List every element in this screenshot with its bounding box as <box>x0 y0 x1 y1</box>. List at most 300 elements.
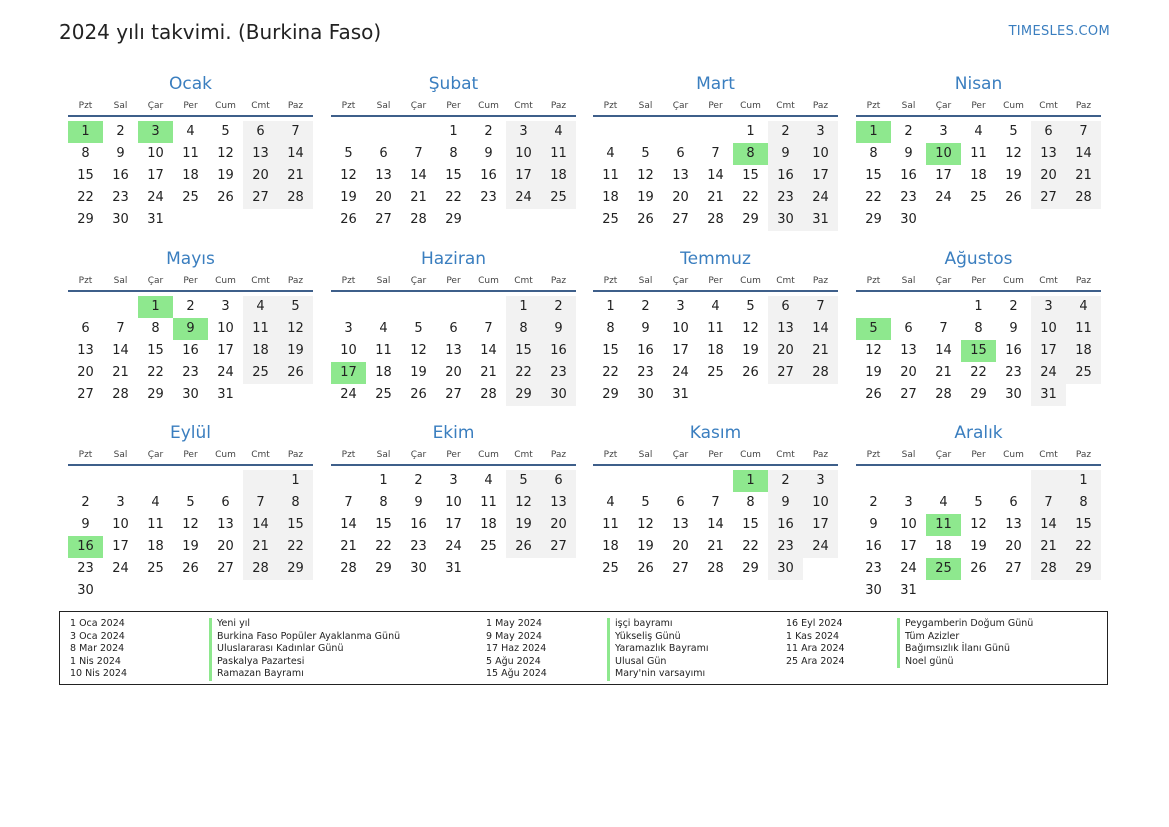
day-cell: 9 <box>904 146 913 161</box>
weekday-label: Cmt <box>776 450 795 460</box>
day-cell: 28 <box>1066 187 1101 209</box>
day-cell: 12 <box>865 343 882 358</box>
day-cell: 23 <box>480 190 497 205</box>
day-grid <box>856 121 1101 231</box>
day-cell: 4 <box>711 299 720 314</box>
legend-row <box>70 643 400 656</box>
weekday-header <box>331 274 576 292</box>
day-cell: 18 <box>480 517 497 532</box>
holiday-date: 11 Ara 2024 <box>786 643 845 654</box>
day-cell: 4 <box>939 495 948 510</box>
day-cell: 2 <box>541 296 576 318</box>
day-cell: 7 <box>711 146 720 161</box>
day-cell: 6 <box>379 146 388 161</box>
day-cell: 27 <box>77 387 94 402</box>
empty-cell <box>663 470 698 492</box>
day-cell: 3 <box>449 473 458 488</box>
day-cell: 14 <box>1031 514 1066 536</box>
day-cell: 26 <box>217 190 234 205</box>
day-cell: 10 <box>803 143 838 165</box>
empty-cell <box>628 121 663 143</box>
day-cell: 13 <box>445 343 462 358</box>
day-cell: 28 <box>278 187 313 209</box>
weekday-label: Per <box>183 450 198 460</box>
holiday-date: 9 May 2024 <box>486 630 542 642</box>
empty-cell <box>593 121 628 143</box>
day-cell: 16 <box>865 539 882 554</box>
holiday-name: Yeni yıl <box>209 618 250 631</box>
day-cell: 24 <box>900 561 917 576</box>
legend-row <box>70 668 400 681</box>
day-cell: 14 <box>112 343 129 358</box>
weekday-label: Cmt <box>1039 450 1058 460</box>
day-cell: 17 <box>112 539 129 554</box>
empty-cell <box>926 470 961 492</box>
day-cell: 7 <box>803 296 838 318</box>
weekday-label: Çar <box>935 450 952 460</box>
day-cell: 14 <box>340 517 357 532</box>
month-11 <box>593 422 838 580</box>
day-cell: 10 <box>672 321 689 336</box>
day-cell: 12 <box>1005 146 1022 161</box>
day-cell: 21 <box>112 365 129 380</box>
day-cell: 2 <box>768 470 803 492</box>
day-cell: 24 <box>506 187 541 209</box>
day-cell: 1 <box>506 296 541 318</box>
day-cell: 23 <box>900 190 917 205</box>
weekday-header <box>593 274 838 292</box>
day-cell: 13 <box>77 343 94 358</box>
day-cell: 16 <box>1005 343 1022 358</box>
day-cell: 19 <box>1005 168 1022 183</box>
day-cell: 29 <box>742 561 759 576</box>
weekday-label: Cum <box>1003 101 1024 111</box>
holiday-day: 1 <box>733 470 768 492</box>
day-cell: 19 <box>742 343 759 358</box>
weekday-label: Çar <box>672 450 689 460</box>
weekday-header <box>593 448 838 466</box>
day-cell: 18 <box>602 190 619 205</box>
day-cell: 11 <box>375 343 392 358</box>
empty-cell <box>628 470 663 492</box>
day-cell: 25 <box>375 387 392 402</box>
day-cell: 14 <box>243 514 278 536</box>
day-cell: 25 <box>147 561 164 576</box>
legend-row <box>486 643 709 656</box>
day-cell: 11 <box>970 146 987 161</box>
day-cell: 17 <box>217 343 234 358</box>
day-cell: 24 <box>1031 362 1066 384</box>
day-cell: 15 <box>278 514 313 536</box>
day-cell: 5 <box>974 495 983 510</box>
day-cell: 21 <box>707 190 724 205</box>
day-cell: 3 <box>344 321 353 336</box>
weekday-label: Paz <box>812 101 829 111</box>
day-cell: 9 <box>768 143 803 165</box>
day-cell: 14 <box>480 343 497 358</box>
weekday-header <box>68 448 313 466</box>
weekday-label: Sal <box>113 450 128 460</box>
day-cell: 12 <box>340 168 357 183</box>
day-cell: 21 <box>480 365 497 380</box>
day-cell: 20 <box>672 539 689 554</box>
weekday-label: Çar <box>410 276 427 286</box>
weekday-label: Cum <box>478 450 499 460</box>
weekday-label: Paz <box>550 450 567 460</box>
weekday-label: Pzt <box>78 450 93 460</box>
day-cell: 11 <box>541 143 576 165</box>
day-cell: 30 <box>112 212 129 227</box>
weekday-label: Per <box>183 276 198 286</box>
day-cell: 7 <box>344 495 353 510</box>
month-6 <box>331 248 576 406</box>
empty-cell <box>68 296 103 318</box>
day-cell: 4 <box>151 495 160 510</box>
day-cell: 23 <box>768 187 803 209</box>
weekday-label: Pzt <box>341 450 356 460</box>
weekday-label: Cum <box>1003 276 1024 286</box>
day-cell: 9 <box>641 321 650 336</box>
day-cell: 24 <box>340 387 357 402</box>
day-cell: 14 <box>410 168 427 183</box>
day-cell: 12 <box>637 168 654 183</box>
holiday-name: Peygamberin Doğum Günü <box>897 618 1033 631</box>
day-cell: 8 <box>1066 492 1101 514</box>
day-cell: 3 <box>939 124 948 139</box>
day-cell: 5 <box>506 470 541 492</box>
day-cell: 22 <box>77 190 94 205</box>
day-grid <box>593 121 838 231</box>
day-cell: 9 <box>81 517 90 532</box>
month-name: Eylül <box>169 423 212 443</box>
empty-cell <box>891 296 926 318</box>
weekday-label: Pzt <box>603 101 618 111</box>
day-cell: 13 <box>672 517 689 532</box>
day-grid <box>856 296 1101 406</box>
day-cell: 10 <box>506 143 541 165</box>
month-10 <box>331 422 576 580</box>
month-9 <box>68 422 313 602</box>
month-1 <box>68 73 313 231</box>
day-cell: 9 <box>768 492 803 514</box>
day-cell: 3 <box>676 299 685 314</box>
day-cell: 1 <box>974 299 983 314</box>
day-cell: 21 <box>1031 536 1066 558</box>
weekday-label: Çar <box>410 450 427 460</box>
day-cell: 16 <box>900 168 917 183</box>
weekday-label: Sal <box>113 276 128 286</box>
day-cell: 5 <box>344 146 353 161</box>
day-cell: 11 <box>602 168 619 183</box>
month-8 <box>856 248 1101 406</box>
day-cell: 9 <box>541 318 576 340</box>
day-cell: 4 <box>974 124 983 139</box>
day-cell: 2 <box>81 495 90 510</box>
weekday-label: Paz <box>287 101 304 111</box>
day-cell: 10 <box>445 495 462 510</box>
day-cell: 5 <box>221 124 230 139</box>
day-cell: 26 <box>410 387 427 402</box>
day-cell: 1 <box>278 470 313 492</box>
empty-cell <box>698 121 733 143</box>
day-cell: 8 <box>869 146 878 161</box>
weekday-label: Çar <box>410 101 427 111</box>
weekday-label: Paz <box>287 276 304 286</box>
empty-cell <box>173 470 208 492</box>
day-cell: 12 <box>217 146 234 161</box>
weekday-label: Pzt <box>603 276 618 286</box>
day-cell: 15 <box>865 168 882 183</box>
day-cell: 17 <box>935 168 952 183</box>
day-cell: 17 <box>672 343 689 358</box>
day-cell: 12 <box>970 517 987 532</box>
legend-row <box>486 618 709 631</box>
holiday-date: 1 Kas 2024 <box>786 630 840 642</box>
day-cell: 26 <box>637 561 654 576</box>
holiday-day: 5 <box>856 318 891 340</box>
day-cell: 31 <box>1031 384 1066 406</box>
day-cell: 11 <box>182 146 199 161</box>
day-cell: 27 <box>672 561 689 576</box>
holiday-name: Ramazan Bayramı <box>209 668 304 681</box>
day-cell: 4 <box>186 124 195 139</box>
day-cell: 22 <box>506 362 541 384</box>
day-cell: 1 <box>449 124 458 139</box>
day-cell: 3 <box>904 495 913 510</box>
empty-cell <box>366 296 401 318</box>
weekday-label: Per <box>446 101 461 111</box>
day-cell: 8 <box>278 492 313 514</box>
empty-cell <box>103 296 138 318</box>
day-cell: 20 <box>541 514 576 536</box>
day-cell: 24 <box>445 539 462 554</box>
day-cell: 12 <box>506 492 541 514</box>
holiday-date: 10 Nis 2024 <box>70 668 127 679</box>
day-cell: 21 <box>707 539 724 554</box>
day-cell: 16 <box>768 165 803 187</box>
day-cell: 2 <box>414 473 423 488</box>
day-cell: 8 <box>746 495 755 510</box>
empty-cell <box>208 470 243 492</box>
weekday-label: Per <box>446 276 461 286</box>
day-cell: 15 <box>1066 514 1101 536</box>
day-cell: 6 <box>243 121 278 143</box>
day-cell: 15 <box>742 517 759 532</box>
day-cell: 10 <box>1031 318 1066 340</box>
holiday-date: 25 Ara 2024 <box>786 655 845 667</box>
day-cell: 8 <box>606 321 615 336</box>
day-cell: 29 <box>970 387 987 402</box>
day-cell: 25 <box>182 190 199 205</box>
legend-row <box>786 631 1033 644</box>
month-12 <box>856 422 1101 602</box>
day-cell: 1 <box>379 473 388 488</box>
day-cell: 17 <box>900 539 917 554</box>
weekday-label: Sal <box>901 101 916 111</box>
weekday-label: Cum <box>478 276 499 286</box>
day-cell: 24 <box>147 190 164 205</box>
day-cell: 30 <box>768 558 803 580</box>
holiday-day: 9 <box>173 318 208 340</box>
day-cell: 22 <box>147 365 164 380</box>
day-cell: 29 <box>147 387 164 402</box>
weekday-label: Paz <box>1075 101 1092 111</box>
day-cell: 4 <box>484 473 493 488</box>
holiday-date: 17 Haz 2024 <box>486 643 547 654</box>
day-cell: 29 <box>445 212 462 227</box>
weekday-label: Cmt <box>514 450 533 460</box>
day-cell: 28 <box>112 387 129 402</box>
day-cell: 23 <box>541 362 576 384</box>
weekday-label: Çar <box>672 276 689 286</box>
day-cell: 15 <box>506 340 541 362</box>
day-cell: 1 <box>1066 470 1101 492</box>
weekday-label: Pzt <box>603 450 618 460</box>
weekday-label: Çar <box>147 450 164 460</box>
day-cell: 20 <box>375 190 392 205</box>
day-cell: 7 <box>278 121 313 143</box>
day-cell: 5 <box>414 321 423 336</box>
legend-row <box>486 668 709 681</box>
day-cell: 23 <box>637 365 654 380</box>
day-cell: 12 <box>637 517 654 532</box>
day-cell: 5 <box>641 495 650 510</box>
day-cell: 22 <box>602 365 619 380</box>
day-grid <box>68 470 313 602</box>
weekday-label: Sal <box>638 450 653 460</box>
day-cell: 7 <box>414 146 423 161</box>
empty-cell <box>471 296 506 318</box>
day-cell: 20 <box>217 539 234 554</box>
weekday-label: Çar <box>672 101 689 111</box>
day-cell: 17 <box>803 165 838 187</box>
weekday-label: Sal <box>113 101 128 111</box>
holiday-day: 1 <box>856 121 891 143</box>
day-grid <box>856 470 1101 602</box>
day-cell: 30 <box>768 209 803 231</box>
day-cell: 2 <box>904 124 913 139</box>
month-name: Mayıs <box>166 249 215 269</box>
weekday-label: Cmt <box>514 101 533 111</box>
day-cell: 19 <box>637 539 654 554</box>
day-cell: 10 <box>112 517 129 532</box>
day-cell: 9 <box>1009 321 1018 336</box>
holiday-name: Tüm Azizler <box>897 631 959 644</box>
holiday-name: Uluslararası Kadınlar Günü <box>209 643 343 656</box>
holiday-legend <box>59 611 1108 685</box>
legend-column <box>786 618 1033 668</box>
day-cell: 13 <box>217 517 234 532</box>
weekday-header <box>68 274 313 292</box>
day-grid <box>331 296 576 406</box>
day-cell: 3 <box>221 299 230 314</box>
day-cell: 26 <box>340 212 357 227</box>
weekday-label: Paz <box>1075 450 1092 460</box>
weekday-label: Paz <box>550 276 567 286</box>
weekday-label: Paz <box>550 101 567 111</box>
day-cell: 24 <box>112 561 129 576</box>
empty-cell <box>138 470 173 492</box>
day-cell: 14 <box>803 318 838 340</box>
day-cell: 4 <box>243 296 278 318</box>
holiday-name: Burkina Faso Popüler Ayaklanma Günü <box>209 631 400 644</box>
day-cell: 30 <box>900 212 917 227</box>
month-name: Şubat <box>428 74 479 94</box>
day-cell: 25 <box>970 190 987 205</box>
day-cell: 4 <box>606 146 615 161</box>
holiday-day: 16 <box>68 536 103 558</box>
day-cell: 10 <box>147 146 164 161</box>
day-cell: 4 <box>606 495 615 510</box>
month-name: Kasım <box>689 423 742 443</box>
day-cell: 6 <box>1009 495 1018 510</box>
month-3 <box>593 73 838 231</box>
day-cell: 28 <box>935 387 952 402</box>
day-cell: 27 <box>1031 187 1066 209</box>
day-cell: 25 <box>541 187 576 209</box>
holiday-date: 1 Nis 2024 <box>70 655 121 667</box>
empty-cell <box>961 470 996 492</box>
empty-cell <box>401 121 436 143</box>
weekday-label: Pzt <box>341 101 356 111</box>
day-cell: 30 <box>865 583 882 598</box>
day-cell: 5 <box>641 146 650 161</box>
day-cell: 6 <box>676 146 685 161</box>
holiday-name: Yaramazlık Bayramı <box>607 643 709 656</box>
legend-row <box>70 656 400 669</box>
day-cell: 25 <box>707 365 724 380</box>
day-cell: 23 <box>77 561 94 576</box>
month-name: Mart <box>696 74 735 94</box>
legend-row <box>786 643 1033 656</box>
day-cell: 29 <box>77 212 94 227</box>
weekday-label: Çar <box>147 101 164 111</box>
legend-row <box>486 656 709 669</box>
day-cell: 26 <box>182 561 199 576</box>
day-cell: 20 <box>900 365 917 380</box>
month-2 <box>331 73 576 231</box>
empty-cell <box>996 470 1031 492</box>
empty-cell <box>103 470 138 492</box>
holiday-name: Bağımsızlık İlanı Günü <box>897 643 1010 656</box>
day-cell: 7 <box>711 495 720 510</box>
day-cell: 12 <box>742 321 759 336</box>
weekday-header <box>593 99 838 117</box>
day-cell: 14 <box>707 517 724 532</box>
weekday-label: Sal <box>376 276 391 286</box>
month-5 <box>68 248 313 406</box>
day-cell: 1 <box>746 124 755 139</box>
day-cell: 20 <box>243 165 278 187</box>
day-cell: 17 <box>147 168 164 183</box>
brand-link[interactable]: TIMESLES.COM <box>1008 24 1110 39</box>
day-cell: 21 <box>278 165 313 187</box>
day-cell: 25 <box>602 212 619 227</box>
day-cell: 24 <box>803 536 838 558</box>
day-cell: 8 <box>151 321 160 336</box>
day-cell: 6 <box>541 470 576 492</box>
holiday-date: 1 May 2024 <box>486 618 542 629</box>
day-cell: 3 <box>506 121 541 143</box>
day-grid <box>68 296 313 406</box>
weekday-label: Pzt <box>78 276 93 286</box>
day-cell: 22 <box>865 190 882 205</box>
empty-cell <box>1031 470 1066 492</box>
day-cell: 12 <box>182 517 199 532</box>
month-7 <box>593 248 838 406</box>
empty-cell <box>926 296 961 318</box>
weekday-label: Pzt <box>341 276 356 286</box>
